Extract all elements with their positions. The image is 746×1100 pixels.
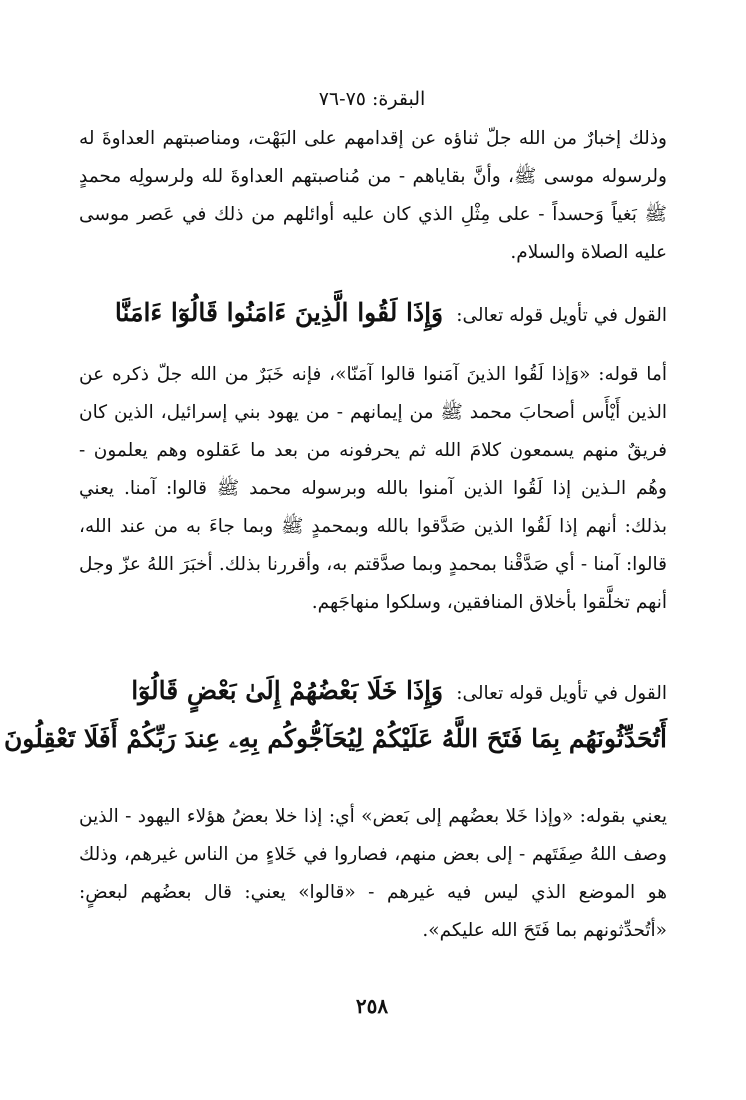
paragraph-3 bbox=[80, 798, 668, 950]
section-2-verse-line-2-row bbox=[4, 724, 668, 756]
paragraph-2 bbox=[80, 356, 668, 622]
running-header bbox=[0, 88, 746, 110]
surah-verse-range: البقرة: ٧٥-٧٦ bbox=[319, 88, 427, 110]
paragraph-1 bbox=[80, 120, 668, 272]
section-heading-1 bbox=[80, 298, 668, 327]
section-heading-2 bbox=[80, 676, 668, 705]
paragraph-3-text: يعني بقوله: «وإذا خَلا بعضُهم إلى بَعض» أي: إذا خلا بعضُ هؤلاء اليهود - الذين وصف اللهُ صِفَتَهم - إلى بعض منهم، فصاروا في خَلاءٍ من الناس غيرهم، وذلك هو الموضع الذي ليس فيه غيرهم - «قالوا» يعني: قال بعضُهم لبعضٍ: «أتُحدِّثونهم بما فَتَحَ الله عليكم». bbox=[80, 806, 668, 941]
page-number: ٢٥٨ bbox=[356, 994, 390, 1018]
section-2-intro: القول في تأويل قوله تعالى: bbox=[457, 683, 668, 704]
section-1-verse: وَإِذَا لَقُوا الَّذِينَ ءَامَنُوا قَالُوٓا ءَامَنَّا bbox=[115, 298, 445, 327]
section-1-intro: القول في تأويل قوله تعالى: bbox=[457, 305, 668, 326]
paragraph-1-text: وذلك إخبارٌ من الله جلّ ثناؤه عن إقدامهم على البَهْت، ومناصبتهم العداوةَ له ولرسوله موسى ﷺ، وأنَّ بقاياهم - من مُناصبتهم العداوةَ لله ولرسولِه محمدٍ ﷺ بَغياً وَحسداً - على مِثْلِ الذي كان عليه أوائلهم من ذلك في عَصر موسى عليه الصلاة والسلام. bbox=[80, 128, 668, 263]
section-2-verse-line-1: وَإِذَا خَلَا بَعْضُهُمْ إِلَىٰ بَعْضٍ قَالُوٓا bbox=[132, 676, 445, 705]
paragraph-2-text: أما قوله: «وَإذا لَقُوا الذينَ آمَنوا قالوا آمَنّا»، فإنه خَبَرٌ من الله جلّ ذكره عن الذين أَيْأَس أصحابَ محمد ﷺ من إيمانهم - من يهود بني إسرائيل، الذين كان فريقٌ منهم يسمعون كلامَ الله ثم يحرفونه من بعد ما عَقلوه وهم يعلمون - وهُم الـذين إذا لَقُوا الذين آمنوا بالله وبرسوله محمد ﷺ قالوا: آمنا. يعني بذلك: أنهم إذا لَقُوا الذين صَدَّقوا بالله وبمحمدٍ ﷺ وبما جاءَ به من عند الله، قالوا: آمنا - أي صَدَّقْنا بمحمدٍ وبما صدَّقتم به، وأقررنا بذلك. أخبَرَ اللهُ عزّ وجل أنهم تخلَّقوا بأخلاق المنافقين، وسلكوا منهاجَهم. bbox=[80, 364, 668, 613]
section-2-verse-line-2: أَتُحَدِّثُونَهُم بِمَا فَتَحَ اللَّهُ عَلَيْكُمْ لِيُحَآجُّوكُم بِهِۦ عِندَ رَبِّكُمْ أَفَلَا تَعْقِلُونَ bbox=[4, 724, 668, 753]
